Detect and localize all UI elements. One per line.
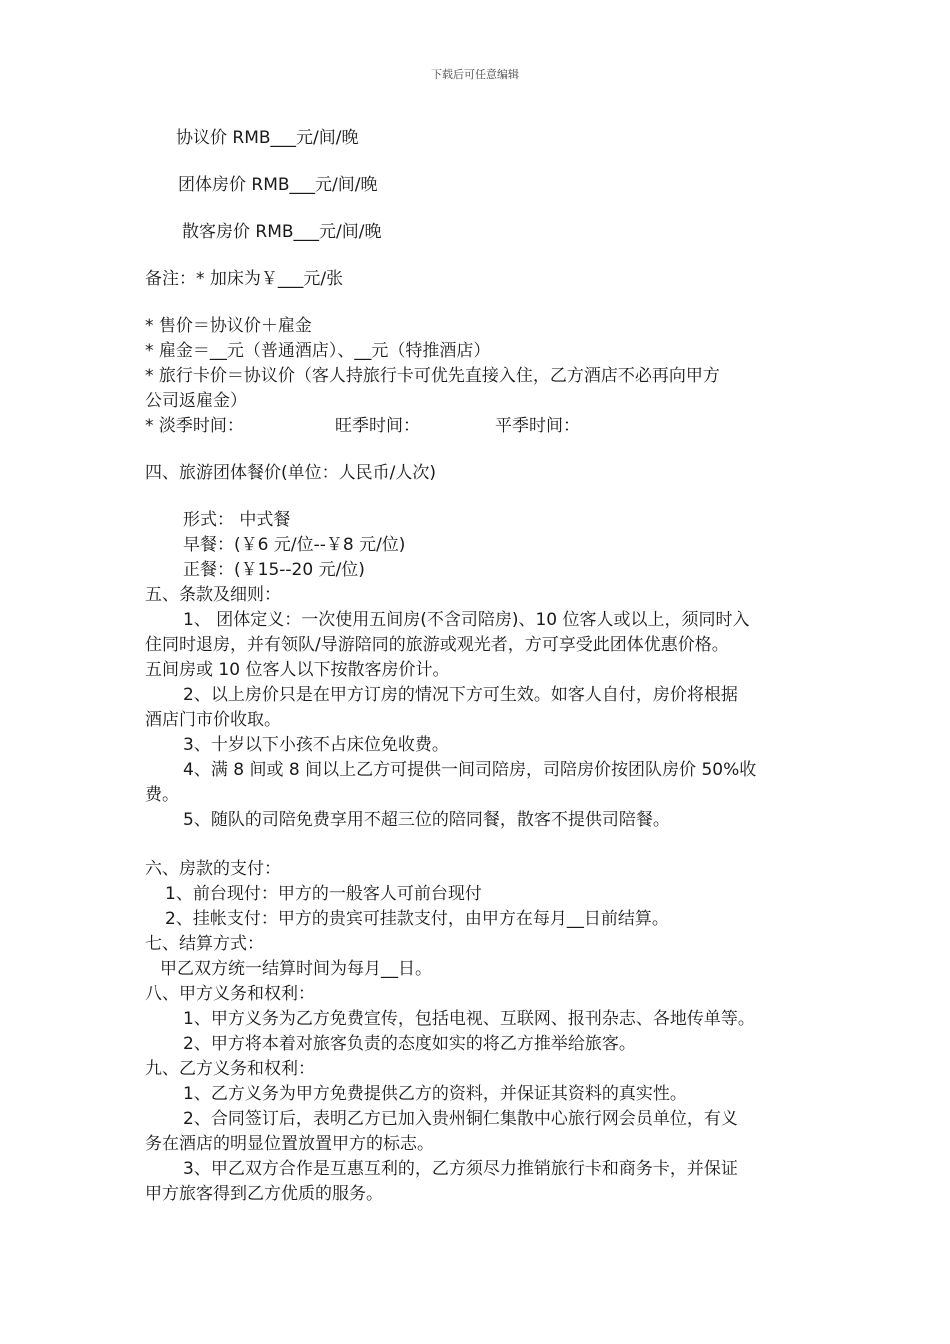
section7-title: 七、结算方式： [145,934,264,954]
section4-title: 四、旅游团体餐价(单位：人民币/人次) [145,463,436,483]
payment-front-desk: 1、前台现付：甲方的一般客人可前台现付 [165,884,482,904]
remark-travel-card: * 旅行卡价＝协议价（客人持旅行卡可优先直接入住，乙方酒店不必再向甲方 [145,366,720,386]
remark-commission: * 雇金＝__元（普通酒店）、__元（特推酒店） [145,341,491,361]
individual-rate: 散客房价 RMB___元/间/晚 [182,222,382,242]
clause-2-cont: 酒店门市价收取。 [145,710,281,730]
clause-1: 1、 团体定义：一次使用五间房(不含司陪房)、10 位客人或以上，须同时入 [183,610,750,630]
remark-normal-season: 平季时间： [495,416,580,436]
clause-1-cont: 住同时退房，并有领队/导游陪同的旅游或观光者，方可享受此团体优惠价格。 [145,635,729,655]
party-a-duty-2: 2、甲方将本着对旅客负责的态度如实的将乙方推举给旅客。 [183,1034,636,1054]
section6-title: 六、房款的支付： [145,859,281,879]
clause-5: 5、随队的司陪免费享用不超三位的陪同餐，散客不提供司陪餐。 [183,810,670,830]
party-b-duty-3: 3、甲乙双方合作是互惠互利的，乙方须尽力推销旅行卡和商务卡，并保证 [183,1159,738,1179]
meal-breakfast: 早餐：(￥6 元/位--￥8 元/位) [183,535,406,555]
section9-title: 九、乙方义务和权利： [145,1059,315,1079]
party-b-duty-2: 2、合同签订后，表明乙方已加入贵州铜仁集散中心旅行网会员单位，有义 [183,1109,738,1129]
page-header-note: 下载后可任意编辑 [431,68,519,81]
section5-title: 五、条款及细则： [145,585,281,605]
remark-low-season: * 淡季时间： [145,416,244,436]
group-rate: 团体房价 RMB___元/间/晚 [178,175,378,195]
settlement-text: 甲乙双方统一结算时间为每月__日。 [160,959,432,979]
meal-form: 形式： 中式餐 [183,510,291,530]
section8-title: 八、甲方义务和权利： [145,984,315,1004]
clause-3: 3、十岁以下小孩不占床位免收费。 [183,735,449,755]
party-b-duty-1: 1、乙方义务为甲方免费提供乙方的资料，并保证其资料的真实性。 [183,1084,687,1104]
party-b-duty-3-cont: 甲方旅客得到乙方优质的服务。 [145,1184,383,1204]
remark-travel-card-cont: 公司返雇金） [145,391,247,411]
remark-extra-bed: 备注：* 加床为￥___元/张 [145,269,344,289]
clause-2: 2、以上房价只是在甲方订房的情况下方可生效。如客人自付，房价将根据 [183,685,738,705]
remark-sale-price: * 售价＝协议价＋雇金 [145,316,312,336]
party-b-duty-2-cont: 务在酒店的明显位置放置甲方的标志。 [145,1134,434,1154]
agreement-rate: 协议价 RMB___元/间/晚 [176,128,359,148]
meal-main: 正餐：(￥15--20 元/位) [183,560,365,580]
clause-4-cont: 费。 [145,785,179,805]
clause-4: 4、满 8 间或 8 间以上乙方可提供一间司陪房，司陪房价按团队房价 50%收 [183,760,757,780]
remark-peak-season: 旺季时间： [335,416,420,436]
clause-1-cont2: 五间房或 10 位客人以下按散客房价计。 [145,660,450,680]
payment-credit: 2、挂帐支付：甲方的贵宾可挂款支付，由甲方在每月__日前结算。 [165,909,669,929]
party-a-duty-1: 1、甲方义务为乙方免费宣传，包括电视、互联网、报刊杂志、各地传单等。 [183,1009,755,1029]
